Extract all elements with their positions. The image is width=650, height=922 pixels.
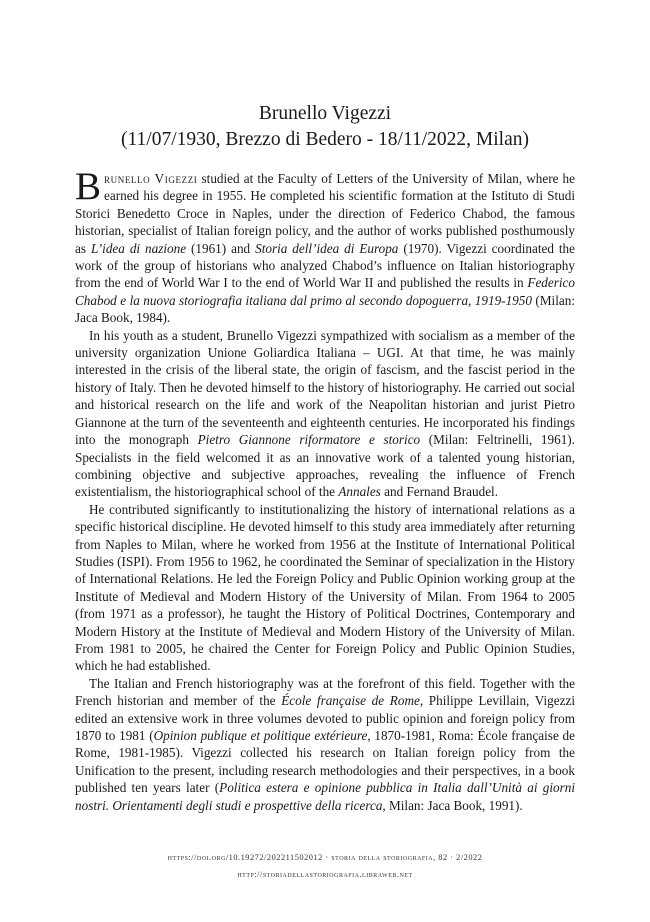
book-title: Politica estera e opinione pubblica in Italia dall’Unità ai giorni nostri. Orientamenti degli studi e prospettive della ricerca [75,780,576,813]
text-run: , 1870-1981, Roma: École française de Rome, 1981-1985). Vigezzi collected his research on Italian foreign policy from the Unification to the present, including research methodologies and their perspectives, in a book published ten years later ( [75,728,575,796]
page-subtitle-dates: (11/07/1930, Brezzo di Bedero - 18/11/2022, Milan) [121,129,529,150]
book-title: Federico Chabod e la nuova storiografia italiana dal primo al secondo dopoguerra, 1919-1950 [75,275,575,308]
institution-name: École française de Rome [281,693,420,709]
text-run: (Milan: Jaca Book, 1984). [75,292,575,326]
text-run: (1961) and [186,240,256,256]
text-run: (1970). Vigezzi coordinated the work of the group of historians who analyzed Chabod’s influence on Italian historiography from the end of World War I to the end of World War II and published the results in [75,240,575,291]
text-run: In his youth as a student, Brunello Vigezzi sympathized with socialism as a member of the university organization Unione Goliardica Italiana – UGI. At that time, he was mainly interested in the crisis of the liberal state, the origin of fascism, and the fascist period in the history of Italy. Then he devoted himself to the history of historiography. He carried out social and historical research on the life and work of the Neapolitan historian and jurist Pietro Giannone at the turn of the seventeenth and eighteenth centuries. He incorporated his findings into the monograph [75,327,575,448]
footer-website-link[interactable]: http://storiadellastoriografia.libraweb.net [237,870,413,879]
book-title: Opinion publique et politique extérieure [153,728,368,743]
text-run: studied at the Faculty of Letters of the University of Milan, where he earned his degree in 1955. He completed his scientific formation at the Istituto di Studi Storici Benedetto Croce in Naples, under the direction of Federico Chabod, the famous historian, specialist of Italian foreign policy, and the author of works published posthumously as [75,171,576,256]
paragraph-1 [75,165,576,327]
page-title: Brunello Vigezzi [258,103,392,124]
text-run: (Milan: Feltrinelli, 1961). Specialists in the field welcomed it as an innovative work of a talented young historian, combining objective and subjective approaches, revealing the influence of French existentialism, the historiographical school of the [75,432,575,500]
text-run: He contributed significantly to institutionalizing the history of international relations as a specific historical discipline. He devoted himself to this study area immediately after returning from Naples to Milan, where he worked from 1956 at the Institute of International Political Studies (ISPI). From 1956 to 1962, he coordinated the Seminar of specialization in the History of International Relations. He led the Foreign Policy and Public Opinion working group at the Institute of Medieval and Modern History of the University of Milan. From 1964 to 2005 (from 1971 as a professor), he taught the History of Political Doctrines, Contemporary and Modern History at the Institute of Medieval and Modern History of the University of Milan. From 1981 to 2005, he chaired the Center for Foreign Policy and Public Opinion Studies, which he had established. [75,501,575,674]
text-run: , Milan: Jaca Book, 1991). [382,797,523,813]
text-run: The Italian and French historiography was at the forefront of this field. Together with the French historian and member of the [75,675,575,709]
article-body [75,165,576,814]
paragraph-2 [75,327,575,501]
paragraph-4 [75,675,575,814]
book-title: Pietro Giannone riformatore e storico [197,432,421,448]
text-run: , Philippe Levillain, Vigezzi edited an extensive work in three volumes devoted to public opinion and foreign policy from 1870 to 1981 ( [75,693,576,743]
paragraph-3 [75,501,575,675]
lead-in-name: runello Vigezzi [104,171,198,186]
book-title: Storia dell’idea di Europa [255,240,399,256]
journal-title: Annales [338,484,381,500]
book-title: L’idea di nazione [90,240,187,256]
drop-cap: B [75,165,102,208]
footer-doi-link[interactable]: https://doi.org/10.19272/202211502012 · storia della storiografia, 82 · 2/2022 [167,853,483,862]
text-run: and Fernand Braudel. [380,484,499,500]
